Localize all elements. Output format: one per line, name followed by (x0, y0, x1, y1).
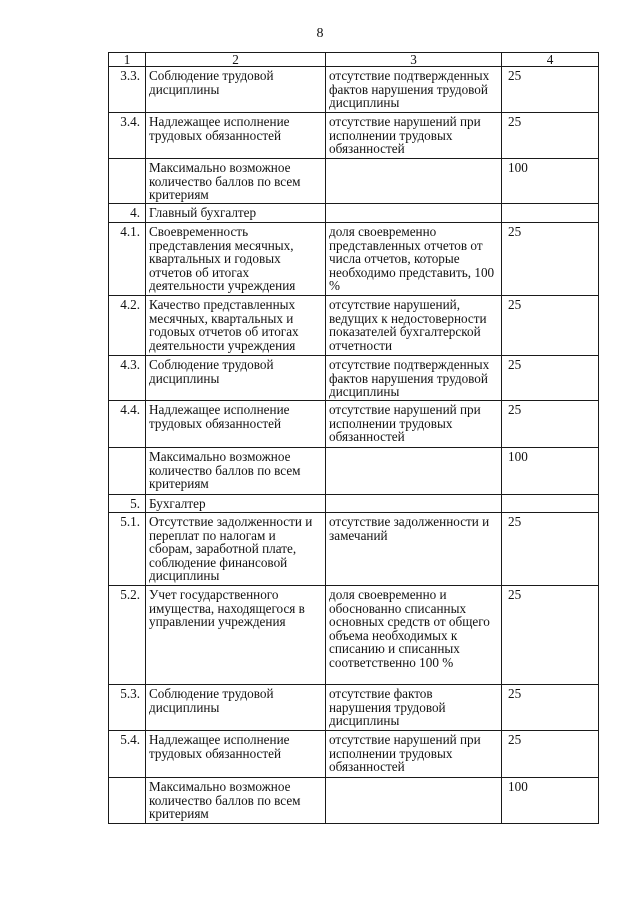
table-row (109, 223, 599, 296)
criterion-cell: Учет государственного имущества, находящегося в управлении учреждения (146, 586, 326, 685)
score-cell: 100 (502, 159, 599, 204)
score-cell (502, 204, 599, 223)
indicator-cell: доля своевременно представленных отчетов от числа отчетов, которые необходимо представить, 100 % (326, 223, 502, 296)
header-col-4: 4 (502, 53, 599, 67)
criterion-cell: Соблюдение трудовой дисциплины (146, 67, 326, 113)
header-col-1: 1 (109, 53, 146, 67)
criterion-cell: Качество представленных месячных, квартальных и годовых отчетов об итогах деятельности учреждения (146, 296, 326, 356)
indicator-cell (326, 778, 502, 824)
score-cell: 25 (502, 67, 599, 113)
indicator-cell: отсутствие фактов нарушения трудовой дисциплины (326, 685, 502, 731)
score-cell: 100 (502, 778, 599, 824)
score-cell (502, 495, 599, 513)
table-row (109, 586, 599, 685)
header-col-2: 2 (146, 53, 326, 67)
score-cell: 25 (502, 296, 599, 356)
table-row (109, 296, 599, 356)
criteria-table (108, 52, 599, 824)
row-number: 5.3. (109, 685, 146, 731)
indicator-cell: отсутствие подтвержденных фактов нарушения трудовой дисциплины (326, 67, 502, 113)
table-row (109, 513, 599, 586)
row-number: 3.3. (109, 67, 146, 113)
table-header-row (109, 53, 599, 67)
indicator-cell (326, 159, 502, 204)
header-col-3: 3 (326, 53, 502, 67)
indicator-cell: отсутствие нарушений при исполнении трудовых обязанностей (326, 401, 502, 448)
table-row-total (109, 778, 599, 824)
score-cell: 100 (502, 448, 599, 495)
indicator-cell: доля своевременно и обоснованно списанных основных средств от общего объема необходимых к списанию и списанных соответственно 100 % (326, 586, 502, 685)
score-cell: 25 (502, 513, 599, 586)
table-row-section (109, 204, 599, 223)
criterion-cell: Надлежащее исполнение трудовых обязанностей (146, 113, 326, 159)
indicator-cell (326, 204, 502, 223)
score-cell: 25 (502, 401, 599, 448)
row-number: 4.4. (109, 401, 146, 448)
table-row-section (109, 495, 599, 513)
indicator-cell: отсутствие подтвержденных фактов нарушения трудовой дисциплины (326, 356, 502, 401)
row-number: 4.1. (109, 223, 146, 296)
criterion-cell: Максимально возможное количество баллов по всем критериям (146, 159, 326, 204)
indicator-cell: отсутствие нарушений, ведущих к недостоверности показателей бухгалтерской отчетности (326, 296, 502, 356)
table-row-total (109, 448, 599, 495)
row-number (109, 159, 146, 204)
score-cell: 25 (502, 113, 599, 159)
score-cell: 25 (502, 586, 599, 685)
score-cell: 25 (502, 223, 599, 296)
row-number: 5. (109, 495, 146, 513)
row-number: 5.1. (109, 513, 146, 586)
indicator-cell: отсутствие задолженности и замечаний (326, 513, 502, 586)
table-row (109, 731, 599, 778)
criterion-cell: Отсутствие задолженности и переплат по налогам и сборам, заработной плате, соблюдение финансовой дисциплины (146, 513, 326, 586)
row-number: 5.4. (109, 731, 146, 778)
criterion-cell: Главный бухгалтер (146, 204, 326, 223)
criterion-cell: Бухгалтер (146, 495, 326, 513)
page-number: 8 (316, 26, 324, 41)
criterion-cell: Своевременность представления месячных, квартальных и годовых отчетов об итогах деятельности учреждения (146, 223, 326, 296)
row-number: 4.2. (109, 296, 146, 356)
criterion-cell: Надлежащее исполнение трудовых обязанностей (146, 731, 326, 778)
table-row (109, 67, 599, 113)
table-row (109, 113, 599, 159)
table-row-total (109, 159, 599, 204)
score-cell: 25 (502, 731, 599, 778)
table-row (109, 356, 599, 401)
indicator-cell (326, 495, 502, 513)
indicator-cell (326, 448, 502, 495)
row-number: 4. (109, 204, 146, 223)
table-row (109, 685, 599, 731)
row-number: 5.2. (109, 586, 146, 685)
table-row (109, 401, 599, 448)
indicator-cell: отсутствие нарушений при исполнении трудовых обязанностей (326, 731, 502, 778)
indicator-cell: отсутствие нарушений при исполнении трудовых обязанностей (326, 113, 502, 159)
criterion-cell: Соблюдение трудовой дисциплины (146, 685, 326, 731)
row-number (109, 448, 146, 495)
row-number (109, 778, 146, 824)
criterion-cell: Надлежащее исполнение трудовых обязанностей (146, 401, 326, 448)
criterion-cell: Максимально возможное количество баллов по всем критериям (146, 448, 326, 495)
row-number: 4.3. (109, 356, 146, 401)
criterion-cell: Максимально возможное количество баллов по всем критериям (146, 778, 326, 824)
score-cell: 25 (502, 356, 599, 401)
score-cell: 25 (502, 685, 599, 731)
row-number: 3.4. (109, 113, 146, 159)
criterion-cell: Соблюдение трудовой дисциплины (146, 356, 326, 401)
